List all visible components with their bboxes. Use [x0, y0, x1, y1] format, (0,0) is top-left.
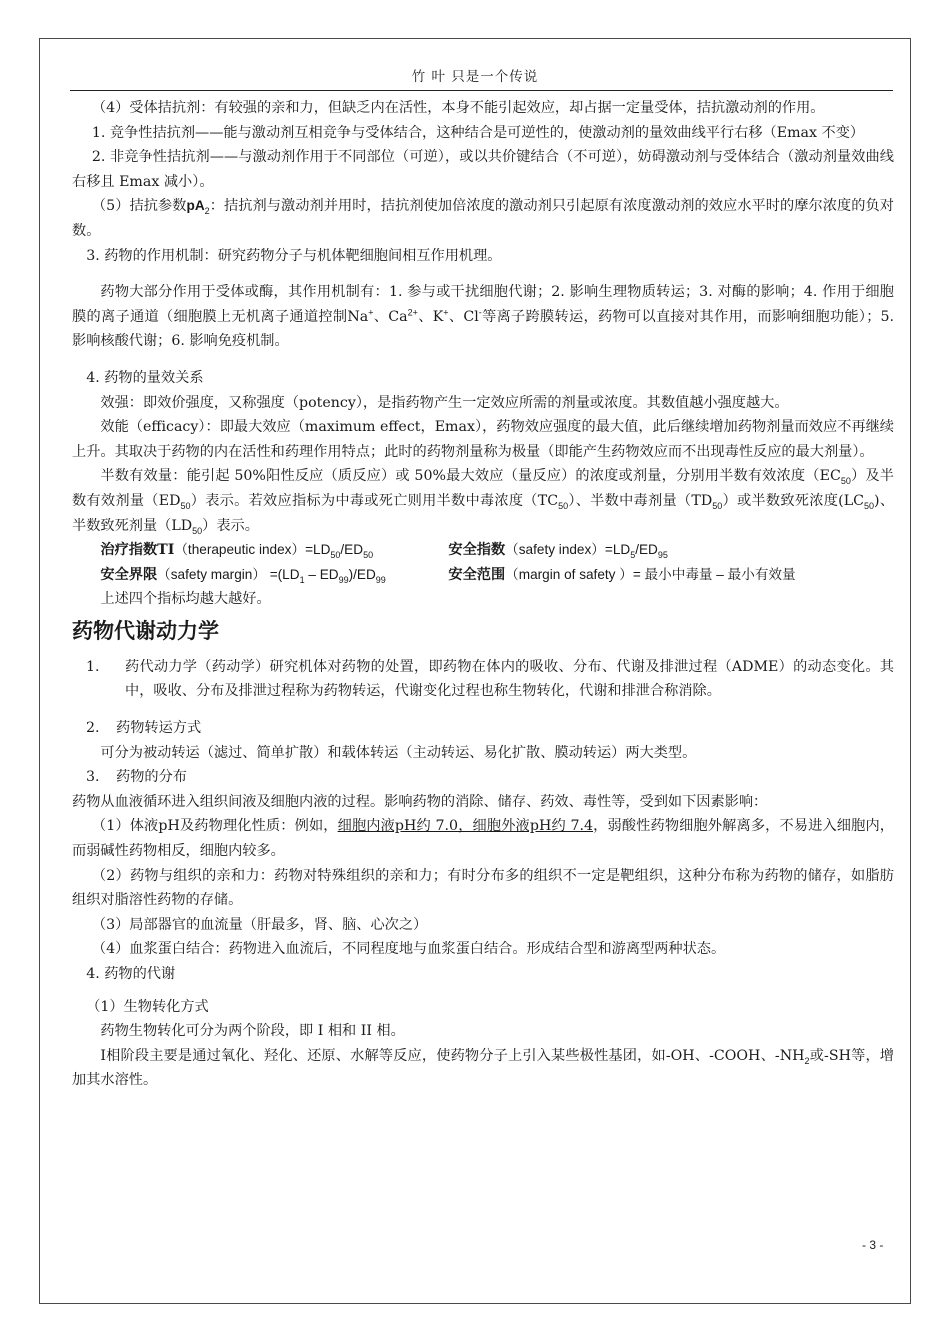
page-content — [72, 96, 894, 1093]
pk-item-3-heading — [72, 765, 894, 790]
therapeutic-index — [100, 538, 448, 563]
si-ld5-sub: 5 — [630, 549, 636, 560]
mechanism-paragraph — [72, 280, 894, 354]
pk-item-3-text: 药物从血液循环进入组织间液及细胞内液的过程。影响药物的消除、储存、药效、毒性等，受到如下因素影响： — [72, 793, 768, 810]
pk-item-2-heading — [72, 716, 894, 741]
na-charge: + — [368, 307, 374, 318]
ed50-sub: 50 — [180, 500, 191, 511]
noncompetitive-antagonist: 2. 非竞争性拮抗剂——与激动剂作用于不同部位（可逆），或以共价键结合（不可逆），妨碍激动剂与受体结合（激动剂量效曲线右移且 Emax 减小）。 — [72, 149, 894, 190]
sm-close-ed: )/ED — [348, 566, 376, 582]
si-text: （safety index）=LD — [505, 542, 631, 558]
index-summary: 上述四个指标均越大越好。 — [100, 591, 271, 608]
sr-label: 安全范围 — [448, 566, 506, 583]
k-label: 、K — [417, 308, 444, 325]
ti-label: 治疗指数TI — [100, 542, 175, 559]
safety-index — [448, 538, 668, 563]
half-text-e: ）或半数致死浓度(LC — [722, 492, 864, 509]
competitive-antagonist: 1. 竞争性拮抗剂——能与激动剂互相竞争与受体结合，这种结合是可逆性的，使激动剂的量效曲线平行右移（Emax 不变） — [91, 124, 865, 141]
distribution-factor-1 — [72, 814, 894, 863]
sm-label: 安全界限 — [100, 566, 158, 583]
phase-one-text-a: I相阶段主要是通过氧化、羟化、还原、水解等反应，使药物分子上引入某些极性基团，如-OH、-COOH、-NH — [100, 1047, 805, 1064]
k-charge: + — [443, 307, 449, 318]
phase-one-paragraph — [72, 1044, 894, 1093]
pk-item-1 — [72, 655, 894, 704]
sm-ld1-sub: 1 — [299, 574, 305, 585]
pk-item-2-title: 药物转运方式 — [116, 720, 202, 737]
sr-text: （margin of safety ）= 最小中毒量 – 最小有效量 — [505, 566, 796, 582]
factor-1-text-a: （1）体液pH及药物理化性质：例如， — [91, 818, 338, 835]
ti-ed: /ED — [340, 542, 364, 558]
half-text-b: ）及半数有效剂量（ED — [72, 468, 894, 509]
si-ed: /ED — [635, 542, 658, 558]
mechanism-text-b: 等离子跨膜转运，药物可以直接对其作用，而影响细胞功能）；5. 影响核酸代谢；6. 影响免疫机制。 — [72, 308, 894, 350]
half-text-c: ）表示。若效应指标为中毒或死亡则用半数中毒浓度（TC — [190, 492, 559, 509]
factor-1-text-b: ，弱酸性药物细胞外解离多，不易进入细胞内，而弱碱性药物相反，细胞内较多。 — [72, 818, 894, 860]
pk-item-1-number: 1. — [86, 658, 100, 675]
ca-charge: 2+ — [407, 307, 418, 318]
potency-paragraph: 效强：即效价强度，又称强度（potency），是指药物产生一定效应所需的剂量或浓度。其数值越小强度越大。 — [100, 394, 789, 411]
pk-item-3-number: 3. — [86, 769, 100, 786]
cl-charge: - — [478, 307, 482, 318]
dose-response-title: 4. 药物的量效关系 — [86, 369, 204, 386]
antagonist-paragraph: （4）受体拮抗剂：有较强的亲和力，但缺乏内在活性，本身不能引起效应，却占据一定量受体，拮抗激动剂的作用。 — [91, 100, 825, 116]
td50-sub: 50 — [712, 500, 723, 511]
ti-ld50-sub: 50 — [330, 549, 341, 560]
ti-text: （therapeutic index）=LD — [174, 542, 331, 558]
pa2-text: ：拮抗剂与激动剂并用时，拮抗剂使加倍浓度的激动剂只引起原有浓度激动剂的效应水平时的摩尔浓度的负对数。 — [72, 198, 894, 239]
sm-ed99-sub-2: 99 — [375, 574, 386, 585]
half-effective-paragraph — [72, 464, 894, 538]
phase-one-text-b: 或-SH等，增加其水溶性。 — [72, 1047, 894, 1089]
ca-label: 、Ca — [373, 308, 408, 325]
section-title-pharmacokinetics: 药物代谢动力学 — [72, 618, 219, 643]
sm-ed99-sub: 99 — [338, 574, 349, 585]
pk-item-4-heading: 4. 药物的代谢 — [86, 966, 176, 982]
half-text-a: 半数有效量：能引起 50%阳性反应（质反应）或 50%最大效应（量反应）的浓度或剂量，分别用半数有效浓度（EC — [100, 468, 841, 485]
distribution-factor-3: （3）局部器官的血流量（肝最多，肾、脑、心次之） — [91, 916, 428, 933]
cl-label: 、Cl — [448, 308, 479, 325]
biotransformation-phases: 药物生物转化可分为两个阶段，即 I 相和 II 相。 — [100, 1023, 405, 1040]
ec50-sub: 50 — [840, 476, 851, 487]
mechanism-text-a: 药物大部分作用于受体或酶，其作用机制有：1. 参与或干扰细胞代谢；2. 影响生理物质转运；3. 对酶的影响；4. 作用于细胞膜的离子通道（细胞膜上无机离子通道控制Na — [72, 284, 894, 325]
mechanism-title: 3. 药物的作用机制：研究药物分子与机体靶细胞间相互作用机理。 — [86, 247, 502, 264]
ti-ed50-sub: 50 — [363, 549, 374, 560]
pk-item-2-text: 可分为被动转运（滤过、简单扩散）和载体转运（主动转运、易化扩散、膜动转运）两大类型。 — [100, 744, 697, 761]
half-text-f: )、半数致死剂量（LD — [72, 492, 895, 534]
distribution-factor-2: （2）药物与组织的亲和力：药物对特殊组织的亲和力；有时分布多的组织不一定是靶组织，这种分布称为药物的储存，如脂肪组织对脂溶性药物的存储。 — [72, 867, 894, 909]
margin-of-safety — [448, 563, 795, 588]
index-row-1 — [72, 538, 894, 563]
si-ed95-sub: 95 — [657, 549, 668, 560]
si-label: 安全指数 — [448, 542, 506, 559]
biotransformation-title: （1）生物转化方式 — [86, 998, 209, 1015]
sm-text: （safety margin） =(LD — [157, 566, 300, 582]
half-text-d: ）、半数中毒剂量（TD — [568, 492, 713, 509]
lc50-sub: 50 — [864, 500, 875, 511]
page-header: 竹 叶 只是一个传说 — [411, 69, 539, 85]
pa2-sub: 2 — [204, 206, 210, 217]
tc50-sub: 50 — [558, 500, 569, 511]
page-number: - 3 - — [862, 1238, 884, 1252]
pa2-symbol: pA — [186, 198, 205, 214]
pk-item-2-number: 2. — [86, 720, 100, 737]
pa2-paragraph — [72, 194, 894, 243]
sm-minus-ed: – ED — [304, 566, 339, 582]
header-rule — [70, 90, 893, 91]
ld50-sub: 50 — [192, 525, 203, 536]
safety-margin — [100, 563, 448, 588]
index-row-2 — [72, 563, 894, 588]
factor-1-underlined: 细胞内液pH约 7.0，细胞外液pH约 7.4 — [337, 818, 594, 835]
efficacy-paragraph: 效能（efficacy）：即最大效应（maximum effect，Emax），药物效应强度的最大值，此后继续增加药物剂量而效应不再继续上升。其取决于药物的内在活性和药理作用特点；此时的药物剂量称为极量（即能产生药物效应而不出现毒性反应的最大剂量）。 — [72, 419, 894, 460]
distribution-factor-4: （4）血浆蛋白结合：药物进入血流后，不同程度地与血浆蛋白结合。形成结合型和游离型两种状态。 — [91, 941, 726, 958]
pk-item-3-title: 药物的分布 — [116, 769, 187, 786]
pa2-prefix: （5）拮抗参数 — [91, 198, 187, 215]
half-text-g: ）表示。 — [202, 517, 259, 534]
nh2-sub: 2 — [804, 1055, 810, 1066]
pk-item-1-text: 药代动力学（药动学）研究机体对药物的处置，即药物在体内的吸收、分布、代谢及排泄过程（ADME）的动态变化。其中，吸收、分布及排泄过程称为药物转运，代谢变化过程也称生物转化，代谢和排泄合称消除。 — [125, 658, 894, 700]
